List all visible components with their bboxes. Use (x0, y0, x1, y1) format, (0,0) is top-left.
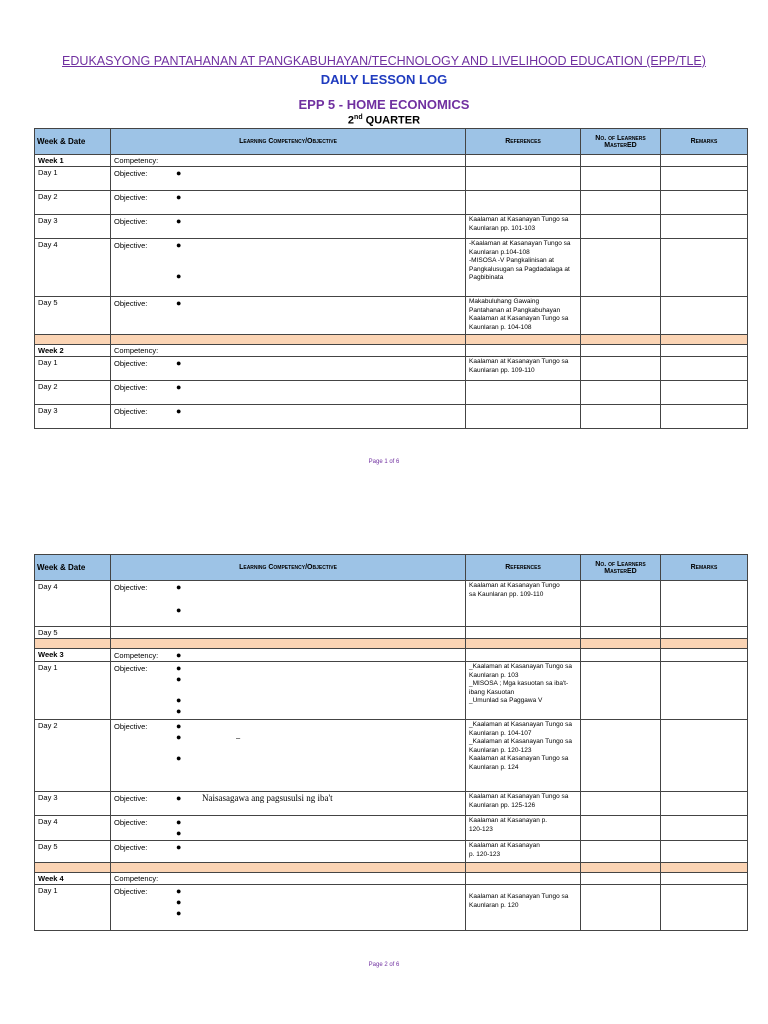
col-competency: Learning Competency/Objective (111, 129, 466, 155)
col-competency: Learning Competency/Objective (111, 555, 466, 581)
quarter-label: 2nd QUARTER (347, 114, 421, 127)
col-references: References (466, 555, 581, 581)
table-row: Day 1 Objective: ● ● ● ● _Kaalaman at Kasanayan Tungo sa Kaunlaran p. 103 _MISOSA ; Mga kasuotan sa iba't- ibang Kasuotan _Umunlad sa Paggawa V (35, 662, 748, 720)
table-row: Day 2 Objective: ● (35, 381, 748, 405)
table-row: Day 5 Objective: ● Kaalaman at Kasanayan p. 120-123 (35, 841, 748, 863)
col-remarks: Remarks (661, 555, 748, 581)
col-learners: No. of Learners MasterED (581, 129, 661, 155)
table-row: Week 3 Competency: ● (35, 649, 748, 662)
week-separator (35, 639, 748, 649)
table-row: Day 4 Objective: ● ● -Kaalaman at Kasanayan Tungo sa Kaunlaran p.104-108 -MISOSA -V Pangkalinisan at Pangkalusugan sa Pagdadalaga at Pagbibinata (35, 239, 748, 297)
table-row: Day 4 Objective: ● ● Kaalaman at Kasanayan p. 120-123 (35, 816, 748, 841)
table-row: Week 1 Competency: (35, 155, 748, 167)
table-row: Day 3 Objective: ● (35, 405, 748, 429)
table-row: Day 5 Objective: ● Makabuluhang Gawaing Pantahanan at Pangkabuhayan Kaalaman at Kasanayan Tungo sa Kaunlaran p. 104-108 (35, 297, 748, 335)
lesson-log-table-page-1 (34, 128, 748, 429)
page-footer-2: Page 2 of 6 (368, 962, 400, 968)
table-row: Week 4 Competency: (35, 873, 748, 885)
document-subtitle: DAILY LESSON LOG (320, 72, 448, 87)
document-title: EDUKASYONG PANTAHANAN AT PANGKABUHAYAN/TECHNOLOGY AND LIVELIHOOD EDUCATION (EPP/TLE) (62, 54, 706, 68)
table-row: Day 2 Objective: ● ● – ● _Kaalaman at Kasanayan Tungo sa Kaunlaran p. 104-107 _Kaalaman at Kasanayan Tungo sa Kaunlaran p. 120-123 Kaalaman at Kasanayan Tungo sa Kaunlaran p. 124 (35, 720, 748, 792)
col-remarks: Remarks (661, 129, 748, 155)
week-separator (35, 863, 748, 873)
page-footer-1: Page 1 of 6 (368, 459, 400, 465)
col-learners: No. of Learners MasterED (581, 555, 661, 581)
col-week-date: Week & Date (35, 555, 111, 581)
lesson-log-table-page-2 (34, 554, 748, 931)
table-row: Day 2 Objective: ● (35, 191, 748, 215)
table-header-row (35, 129, 748, 155)
table-row: Week 2 Competency: (35, 345, 748, 357)
week-separator (35, 335, 748, 345)
table-row: Day 4 Objective: ● ● Kaalaman at Kasanayan Tungo sa Kaunlaran pp. 109-110 (35, 581, 748, 627)
col-references: References (466, 129, 581, 155)
table-row: Day 3 Objective: ● Naisasagawa ang pagsusulsi ng iba't Kaalaman at Kasanayan Tungo sa Kaunlaran pp. 125-126 (35, 792, 748, 816)
subject-title: EPP 5 - HOME ECONOMICS (298, 97, 470, 112)
table-header-row (35, 555, 748, 581)
table-row: Day 3 Objective: ● Kaalaman at Kasanayan Tungo sa Kaunlaran pp. 101-103 (35, 215, 748, 239)
table-row: Day 1 Objective: ● Kaalaman at Kasanayan Tungo sa Kaunlaran pp. 109-110 (35, 357, 748, 381)
table-row: Day 5 (35, 627, 748, 639)
table-row: Day 1 Objective: ● ● ● Kaalaman at Kasanayan Tungo sa Kaunlaran p. 120 (35, 885, 748, 931)
col-week-date: Week & Date (35, 129, 111, 155)
table-row: Day 1 Objective: ● (35, 167, 748, 191)
